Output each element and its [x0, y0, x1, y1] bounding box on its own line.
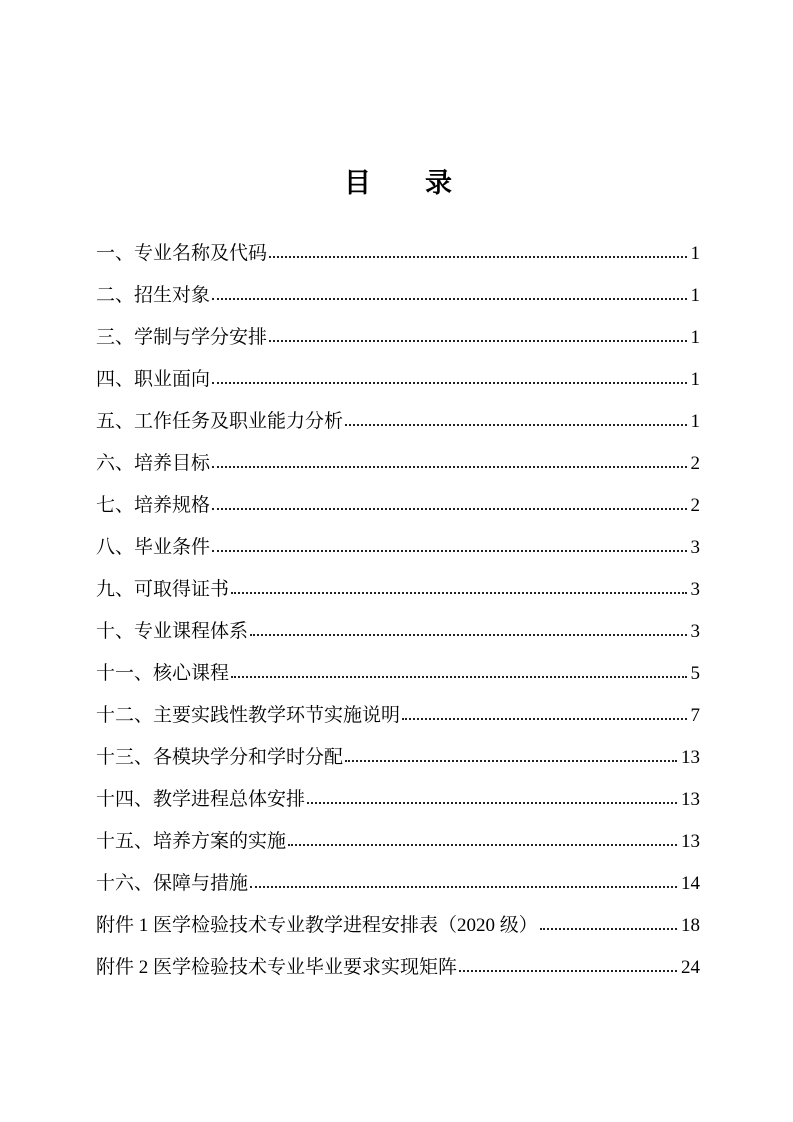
- toc-entry-label: 十二、主要实践性教学环节实施说明: [96, 705, 401, 726]
- toc-entry-page-number: 1: [690, 369, 700, 390]
- toc-entry[interactable]: [96, 243, 700, 285]
- toc-entry-label: 十一、核心课程: [96, 663, 230, 684]
- dot-leader: [307, 802, 677, 804]
- dot-leader: [402, 718, 686, 720]
- toc-entry-label: 七、培养规格: [96, 495, 211, 516]
- toc-entry[interactable]: [96, 495, 700, 537]
- toc-entry-label: 十四、教学进程总体安排: [96, 789, 306, 810]
- toc-entry-label: 二、招生对象: [96, 285, 211, 306]
- toc-entry-label: 一、专业名称及代码: [96, 243, 268, 264]
- toc-entry-label: 八、毕业条件: [96, 537, 211, 558]
- toc-entry-page-number: 18: [681, 915, 700, 936]
- toc-entry-page-number: 2: [690, 495, 700, 516]
- toc-entry[interactable]: [96, 663, 700, 705]
- toc-entry-label: 十三、各模块学分和学时分配: [96, 747, 344, 768]
- dot-leader: [212, 466, 686, 468]
- toc-entry[interactable]: [96, 915, 700, 957]
- toc-entry[interactable]: [96, 411, 700, 453]
- toc-entry[interactable]: [96, 957, 700, 999]
- toc-entry-label: 九、可取得证书: [96, 579, 230, 600]
- toc-entry-page-number: 24: [681, 957, 700, 978]
- toc-entry-label: 四、职业面向: [96, 369, 211, 390]
- toc-entry[interactable]: [96, 705, 700, 747]
- toc-entry-label: 三、学制与学分安排: [96, 327, 268, 348]
- dot-leader: [269, 340, 686, 342]
- dot-leader: [231, 676, 686, 678]
- toc-entry-page-number: 3: [690, 537, 700, 558]
- toc-entry-label: 十五、培养方案的实施: [96, 831, 287, 852]
- toc-list: [96, 243, 700, 999]
- dot-leader: [288, 844, 677, 846]
- dot-leader: [459, 970, 677, 972]
- toc-entry-page-number: 13: [681, 789, 700, 810]
- dot-leader: [345, 760, 677, 762]
- toc-entry-label: 十六、保障与措施: [96, 873, 249, 894]
- toc-entry-page-number: 3: [690, 621, 700, 642]
- dot-leader: [212, 298, 686, 300]
- dot-leader: [212, 382, 686, 384]
- toc-entry[interactable]: [96, 621, 700, 663]
- toc-entry-page-number: 5: [690, 663, 700, 684]
- toc-entry-page-number: 1: [690, 243, 700, 264]
- dot-leader: [345, 424, 686, 426]
- dot-leader: [540, 928, 677, 930]
- toc-entry[interactable]: [96, 327, 700, 369]
- toc-entry-page-number: 13: [681, 831, 700, 852]
- toc-entry[interactable]: [96, 285, 700, 327]
- toc-entry[interactable]: [96, 747, 700, 789]
- toc-title: 目 录: [344, 168, 452, 198]
- dot-leader: [212, 550, 686, 552]
- toc-entry[interactable]: [96, 789, 700, 831]
- toc-entry-label: 六、培养目标: [96, 453, 211, 474]
- toc-entry-label: 五、工作任务及职业能力分析: [96, 411, 344, 432]
- toc-entry-label: 十、专业课程体系: [96, 621, 249, 642]
- toc-entry-page-number: 1: [690, 411, 700, 432]
- toc-entry-page-number: 1: [690, 327, 700, 348]
- toc-entry[interactable]: [96, 579, 700, 621]
- toc-entry[interactable]: [96, 369, 700, 411]
- dot-leader: [250, 886, 677, 888]
- dot-leader: [250, 634, 686, 636]
- toc-entry[interactable]: [96, 537, 700, 579]
- toc-entry-page-number: 3: [690, 579, 700, 600]
- toc-entry-page-number: 14: [681, 873, 700, 894]
- toc-entry-page-number: 1: [690, 285, 700, 306]
- toc-entry[interactable]: [96, 831, 700, 873]
- toc-entry-page-number: 2: [690, 453, 700, 474]
- toc-entry-page-number: 7: [690, 705, 700, 726]
- dot-leader: [212, 508, 686, 510]
- toc-entry[interactable]: [96, 873, 700, 915]
- dot-leader: [269, 256, 686, 258]
- toc-entry-page-number: 13: [681, 747, 700, 768]
- toc-entry-label: 附件 1 医学检验技术专业教学进程安排表（2020 级）: [96, 915, 538, 936]
- dot-leader: [231, 592, 686, 594]
- toc-entry-label: 附件 2 医学检验技术专业毕业要求实现矩阵: [96, 957, 458, 978]
- toc-entry[interactable]: [96, 453, 700, 495]
